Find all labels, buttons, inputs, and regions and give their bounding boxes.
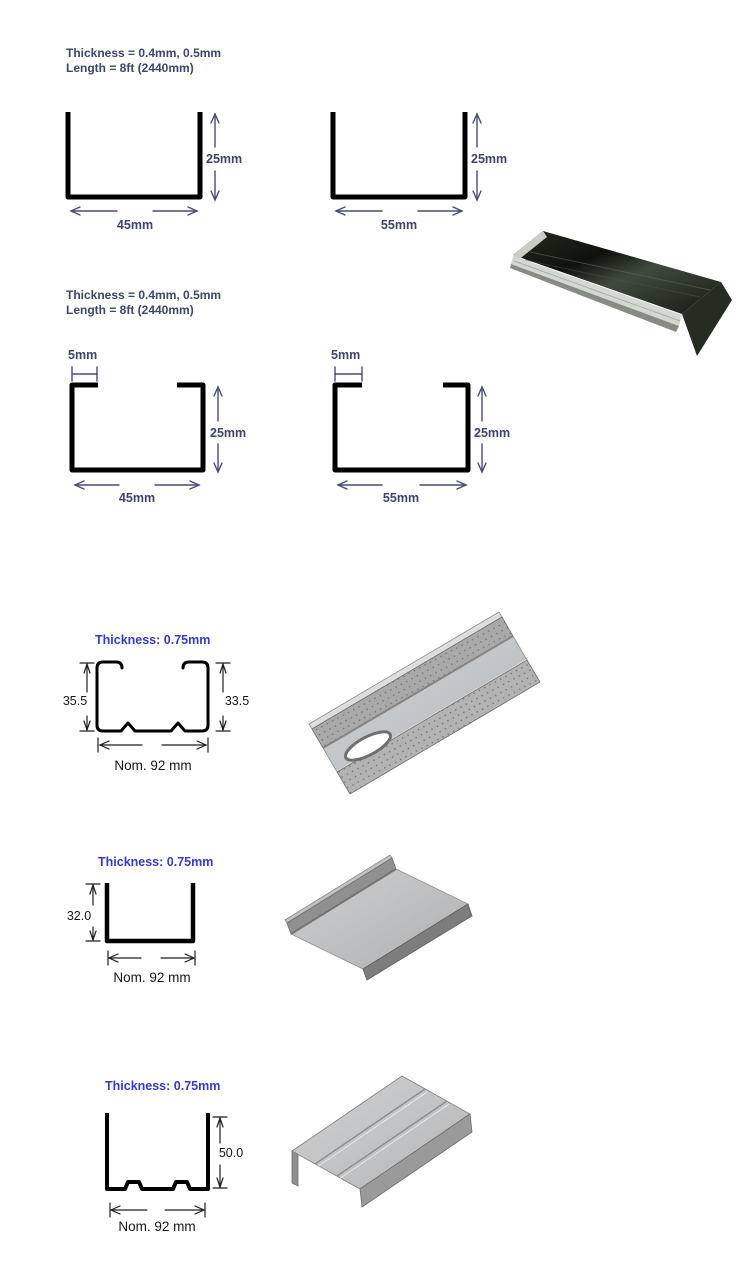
nominal-width-label: Nom. 92 mm: [118, 1219, 196, 1234]
width-dimension-arrow: [98, 738, 208, 752]
width-dimension-arrow: [71, 207, 197, 215]
lip-dim-label: 5mm: [68, 348, 98, 362]
lip-dimension-marks: [335, 367, 362, 381]
width-dim-label: 45mm: [118, 491, 156, 505]
height-dim-label: 25mm: [210, 426, 247, 440]
width-dimension-arrow: [75, 481, 199, 489]
right-height-dim-label: 50.0: [218, 1146, 244, 1160]
channel-profile-outline: [68, 112, 200, 197]
perforated-stud-3d-render: [300, 600, 540, 795]
width-dimension-arrow: [336, 207, 462, 215]
right-height-dim-label: 33.5: [224, 694, 250, 708]
stud-92mm-profile-diagram: [58, 652, 253, 777]
left-end-flange: [292, 1151, 298, 1186]
height-dim-label: 25mm: [206, 152, 243, 166]
deep-track-profile-outline: [107, 1113, 208, 1189]
lipped-channel-45x25-diagram: [55, 340, 275, 512]
u-channel-45x25-diagram: [55, 103, 275, 235]
lip-dim-label: 5mm: [331, 348, 361, 362]
width-dim-label: 45mm: [116, 218, 154, 232]
deep-track-3d-render: [282, 1066, 507, 1216]
stud-thickness-label: Thickness: 0.75mm: [95, 633, 211, 647]
section2-header: [66, 288, 221, 318]
channel-profile-outline: [72, 385, 203, 470]
channel-profile-outline: [335, 385, 468, 470]
length-spec-text: Length = 8ft (2440mm): [66, 61, 194, 75]
thickness-spec-text: Thickness = 0.4mm, 0.5mm: [66, 288, 222, 302]
track-web-face: [291, 869, 468, 969]
track-thickness-label: Thickness: 0.75mm: [98, 855, 214, 869]
width-dimension-arrow: [108, 951, 195, 965]
lipped-channel-55x25-diagram: [320, 340, 546, 512]
width-dim-label: 55mm: [382, 491, 420, 505]
track-92mm-profile-diagram: [60, 874, 225, 989]
channel-profile-outline: [333, 112, 465, 197]
nominal-width-label: Nom. 92 mm: [113, 970, 191, 985]
height-dim-label: 25mm: [474, 426, 511, 440]
thickness-spec-text: Thickness = 0.4mm, 0.5mm: [66, 46, 222, 60]
width-dimension-arrow: [110, 1203, 205, 1217]
deep-track-92mm-profile-diagram: [65, 1102, 245, 1239]
section1-header: [66, 46, 221, 76]
plain-track-3d-render: [272, 845, 502, 980]
u-channel-55x25-diagram: [325, 103, 550, 235]
deep-track-thickness-label: Thickness: 0.75mm: [105, 1079, 221, 1093]
width-dim-label: 55mm: [380, 218, 418, 232]
stud-profile-outline: [97, 662, 208, 731]
height-dim-label: 25mm: [471, 152, 508, 166]
nominal-width-label: Nom. 92 mm: [114, 758, 192, 773]
length-spec-text: Length = 8ft (2440mm): [66, 303, 194, 317]
lip-dimension-marks: [72, 367, 97, 381]
track-profile-outline: [107, 883, 193, 941]
left-height-dim-label: 35.5: [62, 694, 88, 708]
width-dimension-arrow: [338, 481, 466, 489]
left-height-dim-label: 32.0: [66, 909, 92, 923]
